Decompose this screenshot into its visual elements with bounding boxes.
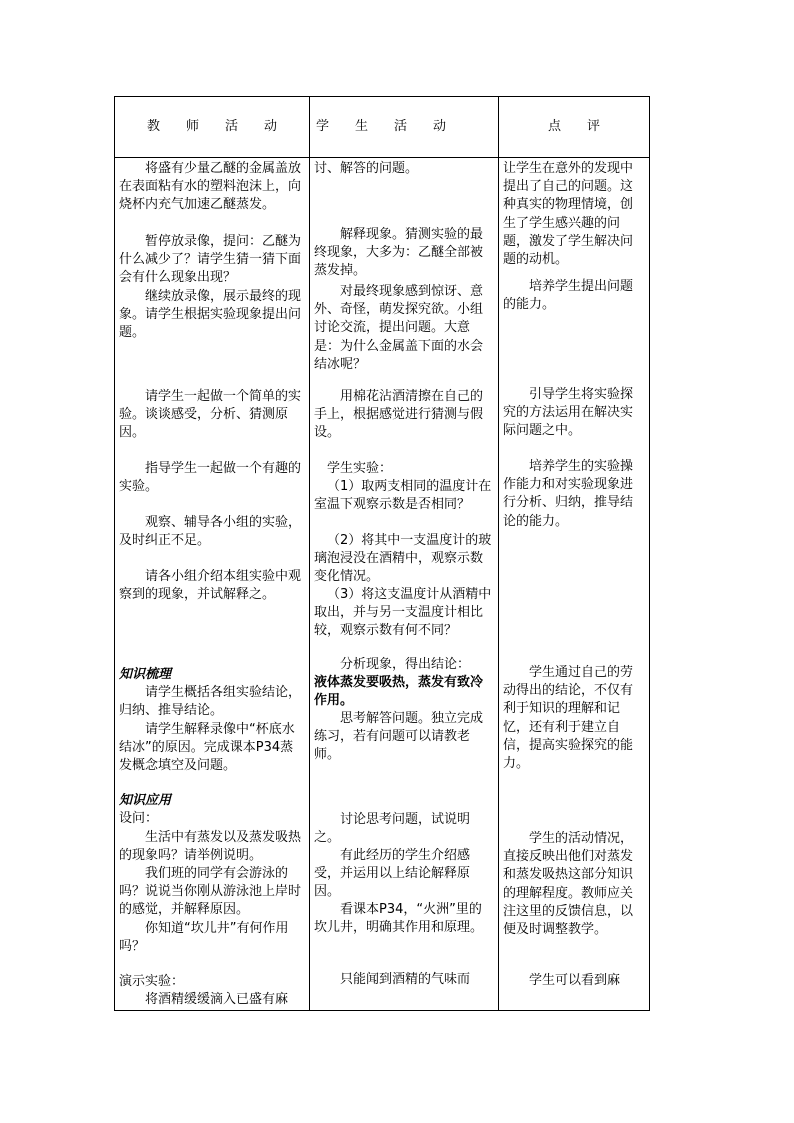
teacher-paragraph: 观察、辅导各小组的实验，及时纠正不足。	[119, 515, 302, 549]
teacher-paragraph: 演示实验：	[119, 974, 185, 989]
knowledge-application-heading: 知识应用	[119, 793, 172, 808]
teacher-paragraph: 设问：	[119, 811, 159, 826]
student-paragraph: 讨、解答的问题。	[314, 161, 419, 176]
teacher-paragraph: 我们班的同学有会游泳的吗？说说当你刚从游泳池上岸时的感觉，并解释原因。	[119, 866, 302, 918]
comment-paragraph: 学生通过自己的劳动得出的结论，不仅有利于知识的理解和记忆，还有利于建立自信，提高实验探究的能力。	[503, 665, 634, 772]
teacher-paragraph: 将盛有少量乙醚的金属盖放在表面粘有水的塑料泡沫上，向烧杯内充气加速乙醚蒸发。	[119, 161, 302, 213]
student-paragraph: 分析现象，得出结论：	[340, 657, 471, 672]
teacher-paragraph: 请学生概括各组实验结论，归纳、推导结论。	[119, 685, 302, 719]
teacher-paragraph: 生活中有蒸发以及蒸发吸热的现象吗？请举例说明。	[119, 830, 302, 864]
content-row	[115, 158, 650, 1011]
student-paragraph: 讨论思考问题，试说明之。	[314, 812, 471, 846]
student-activity-cell	[310, 158, 499, 1011]
student-paragraph: 看课本P34，“火洲”里的坎儿井，明确其作用和原理。	[314, 902, 484, 936]
student-paragraph: 只能闻到酒精的气味而	[340, 972, 471, 987]
teacher-activity-header: 教 师 活 动	[115, 97, 310, 158]
teacher-paragraph: 请各小组介绍本组实验中观察到的现象，并试解释之。	[119, 569, 302, 603]
student-paragraph: （3）将这支温度计从酒精中取出，并与另一支温度计相比较，观察示数有何不同？	[314, 587, 492, 639]
teacher-paragraph: 你知道“坎儿井”有何作用吗？	[119, 921, 289, 955]
teacher-paragraph: 继续放录像，展示最终的现象。请学生根据实验现象提出问题。	[119, 289, 302, 341]
comment-paragraph: 引导学生将实验探究的方法运用在解决实际问题之中。	[503, 387, 634, 439]
comment-cell	[499, 158, 650, 1011]
student-paragraph: （2）将其中一支温度计的玻璃泡浸没在酒精中，观察示数变化情况。	[314, 533, 492, 585]
knowledge-review-heading: 知识梳理	[119, 667, 172, 682]
lesson-plan-table	[114, 96, 650, 1011]
comment-paragraph: 培养学生的实验操作能力和对实验现象进行分析、归纳，推导结论的能力。	[503, 459, 634, 529]
student-paragraph: 思考解答问题。独立完成练习，若有问题可以请教老师。	[314, 711, 484, 763]
teacher-paragraph: 请学生一起做一个简单的实验。谈谈感受，分析、猜测原因。	[119, 389, 302, 441]
teacher-paragraph: 暂停放录像，提问：乙醚为什么减少了？请学生猜一猜下面会有什么现象出现？	[119, 234, 302, 286]
student-paragraph: （1）取两支相同的温度计在室温下观察示数是否相同？	[314, 479, 492, 513]
teacher-activity-cell	[115, 158, 310, 1011]
teacher-paragraph: 请学生解释录像中“杯底水结冰”的原因。完成课本P34蒸发概念填空及问题。	[119, 722, 295, 774]
student-paragraph: 对最终现象感到惊讶、意外、奇怪，萌发探究欲。小组讨论交流，提出问题。大意是：为什么金属盖下面的水会结冰呢？	[314, 284, 484, 372]
conclusion-text: 液体蒸发要吸热，蒸发有致冷作用。	[314, 675, 484, 709]
comment-header: 点 评	[499, 97, 650, 158]
comment-paragraph: 让学生在意外的发现中提出了自己的问题。这种真实的物理情境，创生了学生感兴趣的问题，激发了学生解决问题的动机。	[503, 161, 634, 268]
header-row	[115, 97, 650, 158]
student-paragraph: 用棉花沾酒清擦在自己的手上，根据感觉进行猜测与假设。	[314, 389, 484, 441]
comment-paragraph: 学生的活动情况，直接反映出他们对蒸发和蒸发吸热这部分知识的理解程度。教师应关注这里的反馈信息，以便及时调整教学。	[503, 831, 634, 938]
comment-paragraph: 学生可以看到麻	[529, 973, 621, 988]
student-paragraph: 解释现象。猜测实验的最终现象，大多为：乙醚全部被蒸发掉。	[314, 227, 484, 279]
teacher-paragraph: 将酒精缓缓滴入已盛有麻	[145, 992, 289, 1007]
teacher-paragraph: 指导学生一起做一个有趣的实验。	[119, 461, 302, 495]
student-activity-header: 学 生 活 动	[310, 97, 499, 158]
comment-paragraph: 培养学生提出问题的能力。	[503, 279, 634, 313]
student-paragraph: 学生实验：	[327, 461, 393, 476]
student-paragraph: 有此经历的学生介绍感受，并运用以上结论解释原因。	[314, 848, 471, 900]
